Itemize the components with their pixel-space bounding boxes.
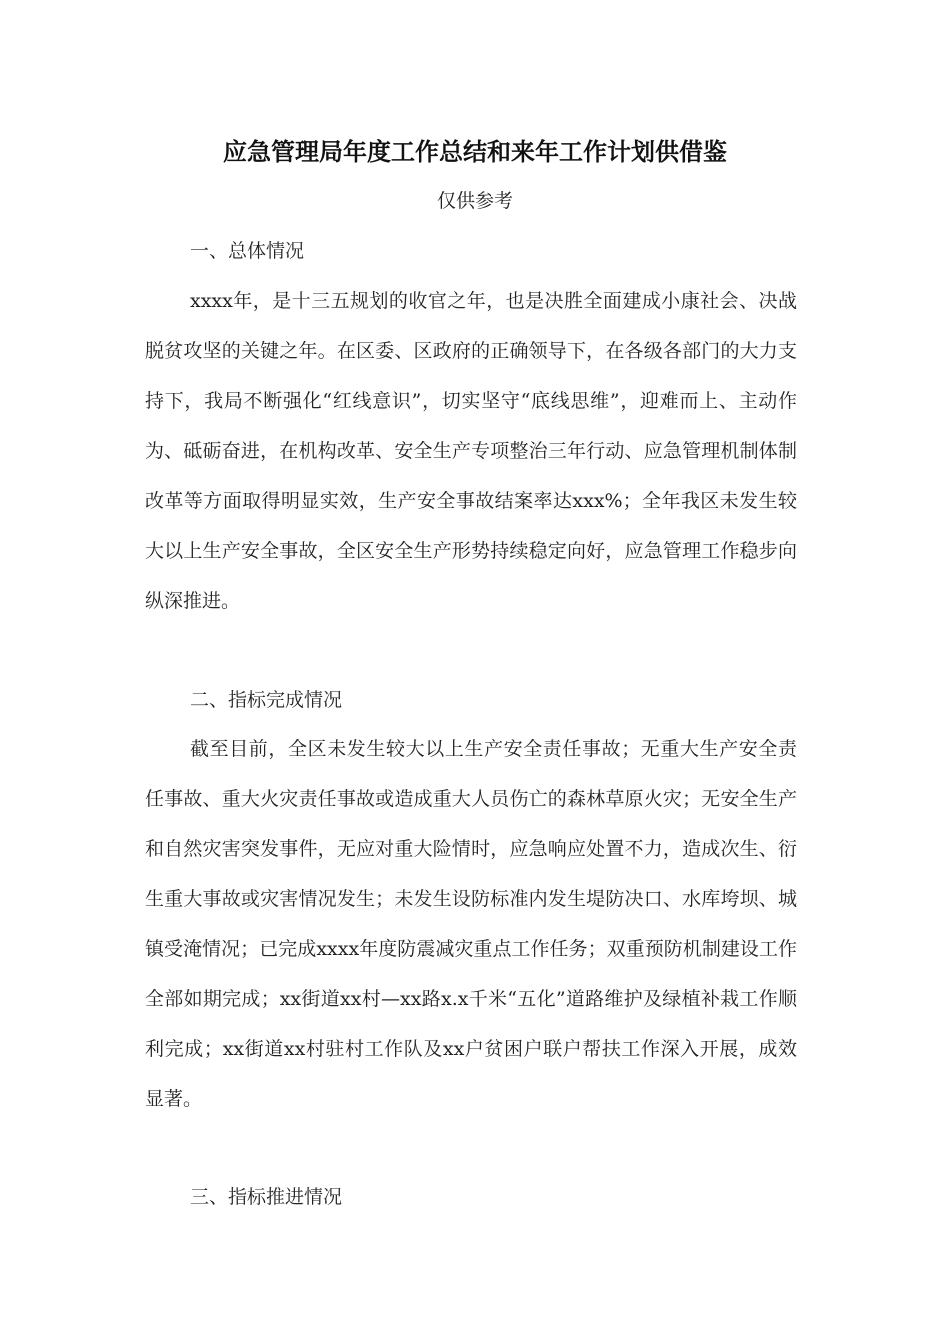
section-heading-indicator-completion: 二、指标完成情况 xyxy=(190,689,343,711)
document-title: 应急管理局年度工作总结和来年工作计划供借鉴 xyxy=(223,138,727,166)
section-heading-overview: 一、总体情况 xyxy=(190,240,305,262)
section-paragraph-overview: xxxx年，是十三五规划的收官之年，也是决胜全面建成小康社会、决战脱贫攻坚的关键之年。在区委、区政府的正确领导下，在各级各部门的大力支持下，我局不断强化“红线意识”，切实坚守“底线思维”，迎难而上、主动作为、砥砺奋进，在机构改革、安全生产专项整治三年行动、应急管理机制体制改革等方面取得明显实效，生产安全事故结案率达xxx%；全年我区未发生较大以上生产安全事故，全区安全生产形势持续稳定向好，应急管理工作稳步向纵深推进。 xyxy=(145,290,797,612)
section-heading-indicator-progress: 三、指标推进情况 xyxy=(190,1186,343,1208)
section-paragraph-indicator-completion: 截至目前，全区未发生较大以上生产安全责任事故；无重大生产安全责任事故、重大火灾责任事故或造成重大人员伤亡的森林草原火灾；无安全生产和自然灾害突发事件，无应对重大险情时，应急响应处置不力，造成次生、衍生重大事故或灾害情况发生；未发生设防标准内发生堤防决口、水库垮坝、城镇受淹情况；已完成xxxx年度防震减灾重点工作任务；双重预防机制建设工作全部如期完成；xx街道xx村—xx路x.x千米“五化”道路维护及绿植补栽工作顺利完成；xx街道xx村驻村工作队及xx户贫困户联户帮扶工作深入开展，成效显著。 xyxy=(145,738,797,1110)
document-subtitle: 仅供参考 xyxy=(436,190,513,212)
